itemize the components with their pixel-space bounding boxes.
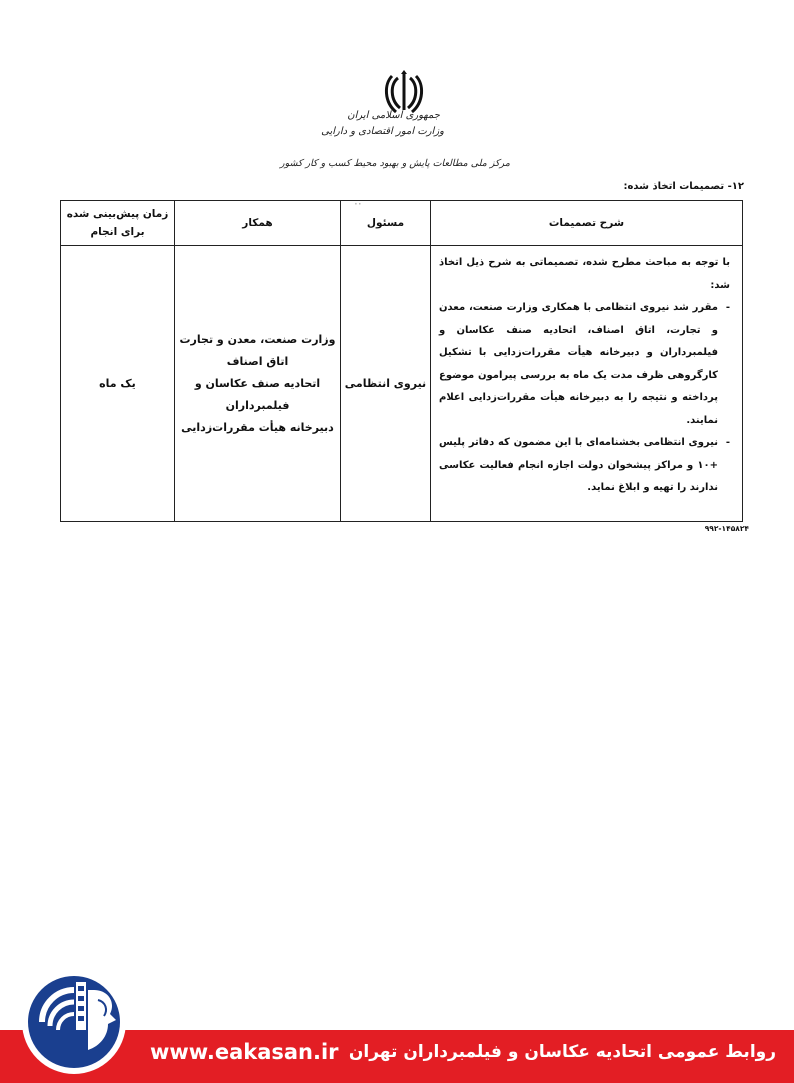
website-link[interactable]: www.eakasan.ir <box>150 1040 339 1064</box>
collaborator-line: فیلمبرداران <box>225 398 290 412</box>
union-logo-icon <box>12 960 147 1075</box>
footer-caption: روابط عمومی اتحادیه عکاسان و فیلمبرداران تهران <box>348 1042 776 1062</box>
header-ministry: وزارت امور اقتصادی و دارایی <box>321 126 444 137</box>
iran-emblem-icon <box>382 70 426 114</box>
letterhead <box>280 62 510 182</box>
scan-mark: ·· <box>354 197 362 211</box>
header-country: جمهوری اسلامی ایران <box>347 110 440 121</box>
collaborators-cell <box>175 246 341 522</box>
collaborator-line: اتاق اصناف <box>226 354 289 368</box>
table-row <box>61 246 743 522</box>
decision-intro: با توجه به مباحث مطرح شده، تصمیماتی به شرح ذیل اتخاذ شد: <box>439 257 730 291</box>
decision-item-2: - نیروی انتظامی بخشنامه‌ای با این مضمون که دفاتر پلیس +۱۰ و مراکز پیشخوان دولت اجازه انجام فعالیت عکاسی ندارند را تهیه و ابلاغ نماید. <box>439 432 730 500</box>
decision-item-1: - مقرر شد نیروی انتظامی با همکاری وزارت صنعت، معدن و تجارت، اتاق اصناف، اتحادیه صنف عکاسان و فیلمبرداران و دبیرخانه هیأت مقررات‌زدایی با تشکیل کارگروهی ظرف مدت یک ماه به بررسی پیرامون موضوع پرداخته و نتیجه را به دبیرخانه هیأت مقررات‌زدایی اعلام نمایند. <box>439 297 730 432</box>
collaborator-line: وزارت صنعت، معدن و تجارت <box>179 332 336 346</box>
header-description: شرح تصمیمات <box>431 201 743 246</box>
time-cell: یک ماه <box>61 246 175 522</box>
decisions-table <box>60 200 743 522</box>
responsible-cell: نیروی انتظامی <box>341 246 431 522</box>
collaborator-line: دبیرخانه هیأت مقررات‌زدایی <box>181 420 334 434</box>
table-header-row <box>61 201 743 246</box>
header-collaborator: همکار <box>175 201 341 246</box>
header-time <box>61 201 175 246</box>
header-responsible: مسئول <box>341 201 431 246</box>
header-center: مرکز ملی مطالعات پایش و بهبود محیط کسب و کار کشور <box>280 158 510 169</box>
document-number: ۹۹۲-۱۴۵۸۲۴ <box>704 524 749 533</box>
header-time-line2: برای انجام <box>90 226 145 238</box>
decision-description <box>431 246 743 522</box>
collaborator-line: اتحادیه صنف عکاسان و <box>194 376 321 390</box>
header-time-line1: زمان پیش‌بینی شده <box>66 208 169 220</box>
section-title: ۱۲- تصمیمات اتخاذ شده: <box>623 181 744 192</box>
